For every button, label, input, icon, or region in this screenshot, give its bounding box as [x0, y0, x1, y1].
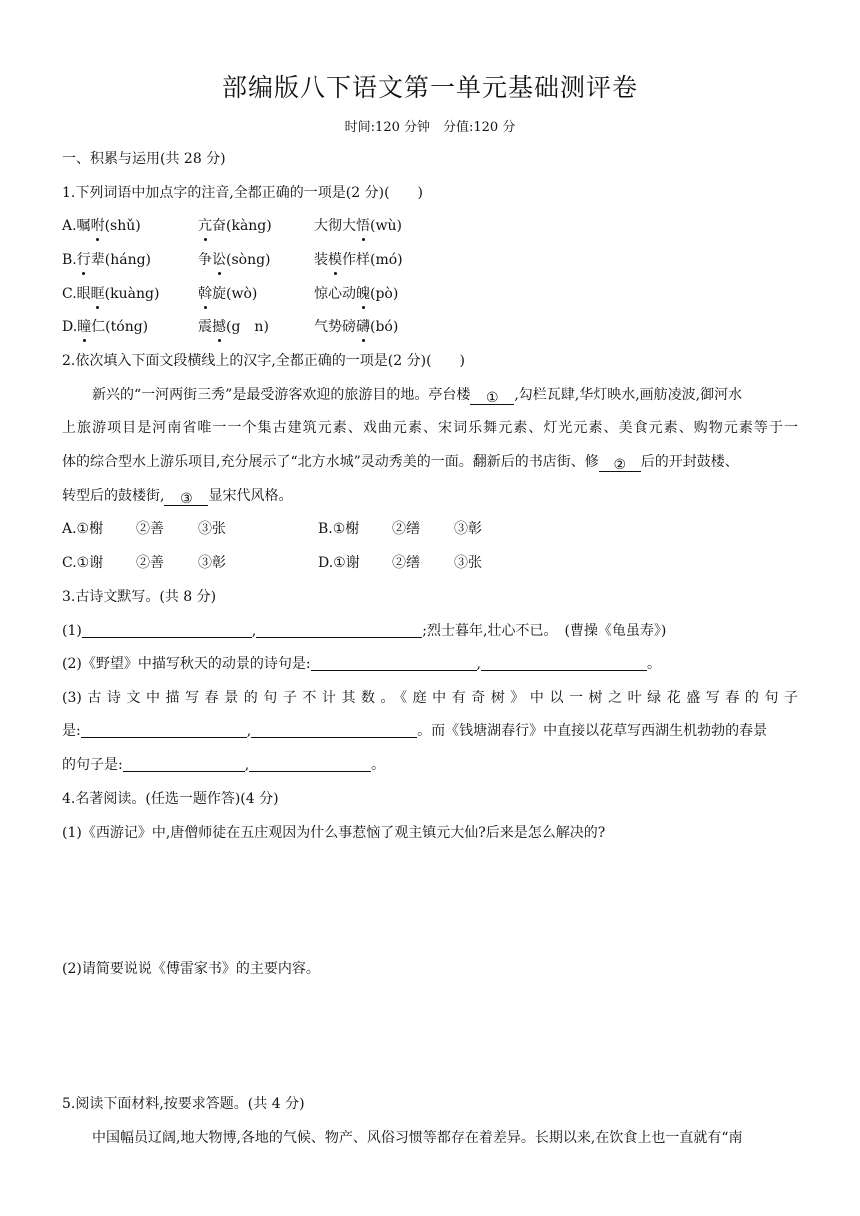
q3-answer-blank[interactable] — [81, 721, 247, 738]
q2-option-c-1: C.①谢 — [62, 555, 104, 571]
q1-option-d-word2: 震撼(g n) — [198, 319, 269, 335]
q2-option-b-3: ③彰 — [454, 521, 482, 537]
q3-line-1: (1) , ;烈士暮年,壮心不已。 (曹操《龟虽寿》) — [62, 623, 667, 639]
q1-option-a-word2: 亢奋(kàng) — [198, 218, 272, 234]
q3-answer-blank[interactable] — [481, 654, 647, 671]
q2-option-d-2: ②缮 — [392, 555, 420, 571]
section-heading: 一、积累与运用(共 28 分) — [62, 151, 226, 167]
q1-option-c-word3: 惊心动魄(pò) — [314, 286, 399, 302]
q1-option-b-word1: B.行辈(háng) — [62, 252, 152, 268]
q3-line-5: 的句子是: , 。 — [62, 757, 386, 773]
q1-option-a-word3: 大彻大悟(wù) — [314, 218, 402, 234]
q4-sub-question-1: (1)《西游记》中,唐僧师徒在五庄观因为什么事惹恼了观主镇元大仙?后来是怎么解决的? — [62, 825, 606, 841]
q1-option-c-word1: C.眼眶(kuàng) — [62, 286, 160, 302]
q3-answer-blank[interactable] — [249, 755, 371, 772]
q1-option-c-word2: 斡旋(wò) — [198, 286, 258, 302]
q4-sub-question-2: (2)请简要说说《傅雷家书》的主要内容。 — [62, 961, 320, 977]
q2-passage-line-4: 转型后的鼓楼街, ③ 显宋代风格。 — [62, 488, 293, 507]
q2-option-c-3: ③彰 — [198, 555, 226, 571]
q3-answer-blank[interactable] — [256, 621, 422, 638]
question-5-stem: 5.阅读下面材料,按要求答题。(共 4 分) — [62, 1096, 305, 1112]
q1-option-b-word2: 争讼(sòng) — [198, 252, 271, 268]
q2-option-d-1: D.①谢 — [318, 555, 360, 571]
q2-blank-2: ② — [599, 455, 641, 472]
q2-option-c-2: ②善 — [136, 555, 164, 571]
q2-option-d-3: ③张 — [454, 555, 482, 571]
q2-passage-line-3: 体的综合型水上游乐项目,充分展示了“北方水城”灵动秀美的一面。翻新后的书店街、修 ② 后的开封鼓楼、 — [62, 454, 739, 473]
q3-answer-blank[interactable] — [123, 755, 245, 772]
q2-option-a-1: A.①榭 — [62, 521, 104, 537]
page-title: 部编版八下语文第一单元基础测评卷 — [221, 73, 638, 102]
q2-option-b-1: B.①榭 — [318, 521, 360, 537]
q3-line-4: 是: , 。而《钱塘湖春行》中直接以花草写西湖生机勃勃的春景 — [62, 723, 768, 739]
q3-line-3: (3)古诗文中描写春景的句子不计其数。《庭中有奇树》中以一树之叶绿花盛写春的句子 — [62, 690, 798, 706]
question-3-stem: 3.古诗文默写。(共 8 分) — [62, 589, 217, 605]
q2-blank-3: ③ — [164, 489, 208, 506]
q2-passage-line-1: 新兴的“一河两街三秀”是最受游客欢迎的旅游目的地。亭台楼 ① ,勾栏瓦肆,华灯映水,画舫凌波,御河水 — [92, 387, 743, 406]
q1-option-a-word1: A.嘱咐(shǔ) — [62, 218, 141, 234]
q2-blank-1: ① — [470, 388, 514, 405]
q1-option-d-word1: D.瞳仁(tóng) — [62, 319, 149, 335]
q1-option-b-word3: 装模作样(mó) — [314, 252, 403, 268]
q3-answer-blank[interactable] — [251, 721, 417, 738]
question-4-stem: 4.名著阅读。(任选一题作答)(4 分) — [62, 791, 279, 807]
q2-passage-line-2: 上旅游项目是河南省唯一一个集古建筑元素、戏曲元素、宋词乐舞元素、灯光元素、美食元素、购物元素等于一 — [62, 420, 798, 436]
question-1-stem: 1.下列词语中加点字的注音,全都正确的一项是(2 分)( ) — [62, 185, 424, 201]
q2-option-a-2: ②善 — [136, 521, 164, 537]
q3-answer-blank[interactable] — [82, 621, 252, 638]
q2-option-a-3: ③张 — [198, 521, 226, 537]
q5-passage-line-1: 中国幅员辽阔,地大物博,各地的气候、物产、风俗习惯等都存在着差异。长期以来,在饮食上也一直就有“南 — [92, 1130, 743, 1146]
q3-line-2: (2)《野望》中描写秋天的动景的诗句是: , 。 — [62, 656, 661, 672]
q3-answer-blank[interactable] — [311, 654, 477, 671]
exam-time-score: 时间:120 分钟 分值:120 分 — [344, 120, 516, 135]
q2-option-b-2: ②缮 — [392, 521, 420, 537]
q1-option-d-word3: 气势磅礴(bó) — [314, 319, 399, 335]
question-2-stem: 2.依次填入下面文段横线上的汉字,全都正确的一项是(2 分)( ) — [62, 353, 466, 369]
